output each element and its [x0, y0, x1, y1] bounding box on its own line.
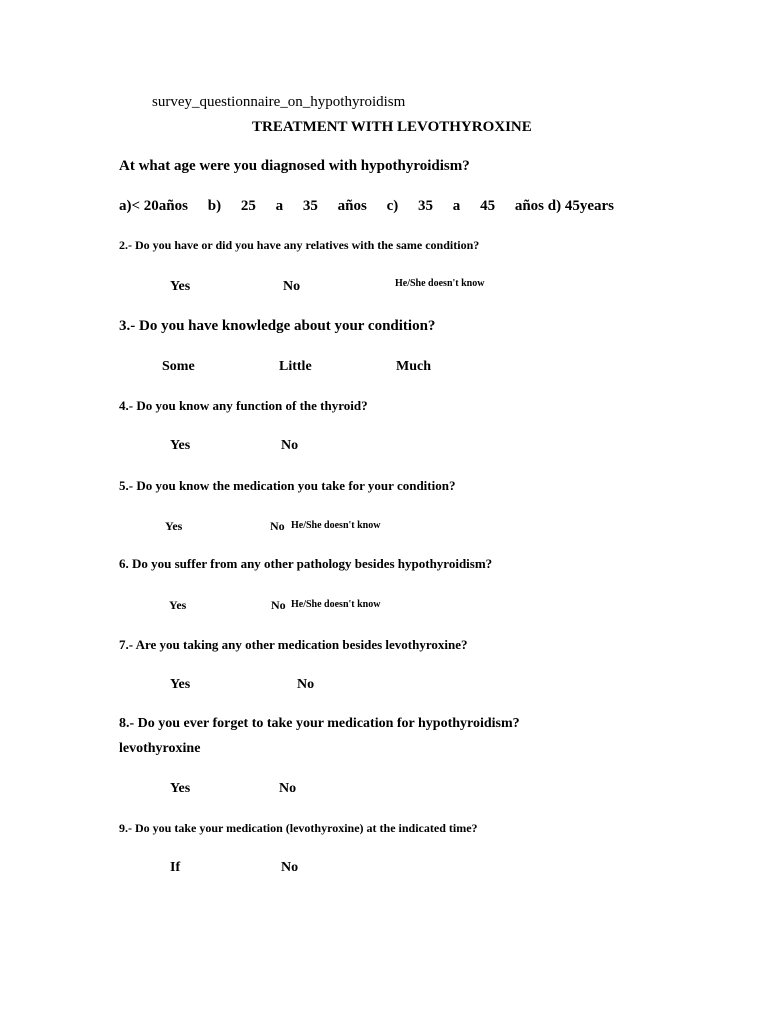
age-option-token: b): [207, 198, 222, 214]
question-1-age-options: [119, 199, 614, 214]
age-option-token: 35: [302, 198, 318, 214]
question-3-option-little[interactable]: Little: [279, 359, 312, 374]
question-6-option-yes[interactable]: Yes: [169, 598, 187, 612]
age-option-token[interactable]: 25: [240, 198, 256, 214]
question-9-option-no[interactable]: No: [281, 860, 299, 875]
question-5-option-yes[interactable]: Yes: [165, 519, 183, 533]
question-7-option-yes[interactable]: Yes: [170, 677, 191, 692]
document-file-name: survey_questionnaire_on_hypothyroidism: [152, 94, 406, 110]
age-option-token[interactable]: a)< 20años: [119, 198, 188, 214]
age-option-token: c): [386, 198, 399, 214]
question-6-option-no[interactable]: No: [271, 598, 286, 612]
question-2-option-no[interactable]: No: [283, 279, 301, 294]
age-option-token: a: [275, 198, 284, 214]
question-4-option-yes[interactable]: Yes: [170, 438, 191, 453]
age-option-token: años: [337, 198, 367, 214]
question-8-text: 8.- Do you ever forget to take your medication for hypothyroidism?: [119, 716, 520, 731]
question-4-option-no[interactable]: No: [281, 438, 299, 453]
question-3-option-much[interactable]: Much: [396, 359, 431, 374]
question-2-option-yes[interactable]: Yes: [170, 279, 191, 294]
age-option-token: 45: [480, 198, 496, 214]
question-8-option-no[interactable]: No: [279, 781, 297, 796]
question-2-option-unknown[interactable]: He/She doesn't know: [395, 278, 485, 289]
question-6-option-unknown[interactable]: He/She doesn't know: [291, 599, 381, 610]
question-5-option-unknown[interactable]: He/She doesn't know: [291, 520, 381, 531]
question-8-text-line2: levothyroxine: [119, 741, 201, 756]
question-1-text: At what age were you diagnosed with hypothyroidism?: [119, 158, 470, 174]
question-7-option-no[interactable]: No: [297, 677, 315, 692]
question-3-option-some[interactable]: Some: [162, 359, 195, 374]
question-8-option-yes[interactable]: Yes: [170, 781, 191, 796]
question-2-text: 2.- Do you have or did you have any relatives with the same condition?: [119, 238, 480, 252]
question-4-text: 4.- Do you know any function of the thyroid?: [119, 398, 368, 413]
question-9-text: 9.- Do you take your medication (levothyroxine) at the indicated time?: [119, 821, 478, 835]
age-option-token: a: [452, 198, 461, 214]
age-option-token[interactable]: años d) 45years: [514, 198, 614, 214]
document-heading: TREATMENT WITH LEVOTHYROXINE: [252, 119, 532, 135]
age-option-token[interactable]: 35: [418, 198, 434, 214]
question-7-text: 7.- Are you taking any other medication besides levothyroxine?: [119, 637, 468, 652]
question-9-option-if[interactable]: If: [170, 860, 181, 875]
question-3-text: 3.- Do you have knowledge about your condition?: [119, 318, 436, 334]
question-5-option-no[interactable]: No: [270, 519, 285, 533]
question-6-text: 6. Do you suffer from any other pathology besides hypothyroidism?: [119, 556, 493, 571]
question-5-text: 5.- Do you know the medication you take for your condition?: [119, 478, 456, 493]
